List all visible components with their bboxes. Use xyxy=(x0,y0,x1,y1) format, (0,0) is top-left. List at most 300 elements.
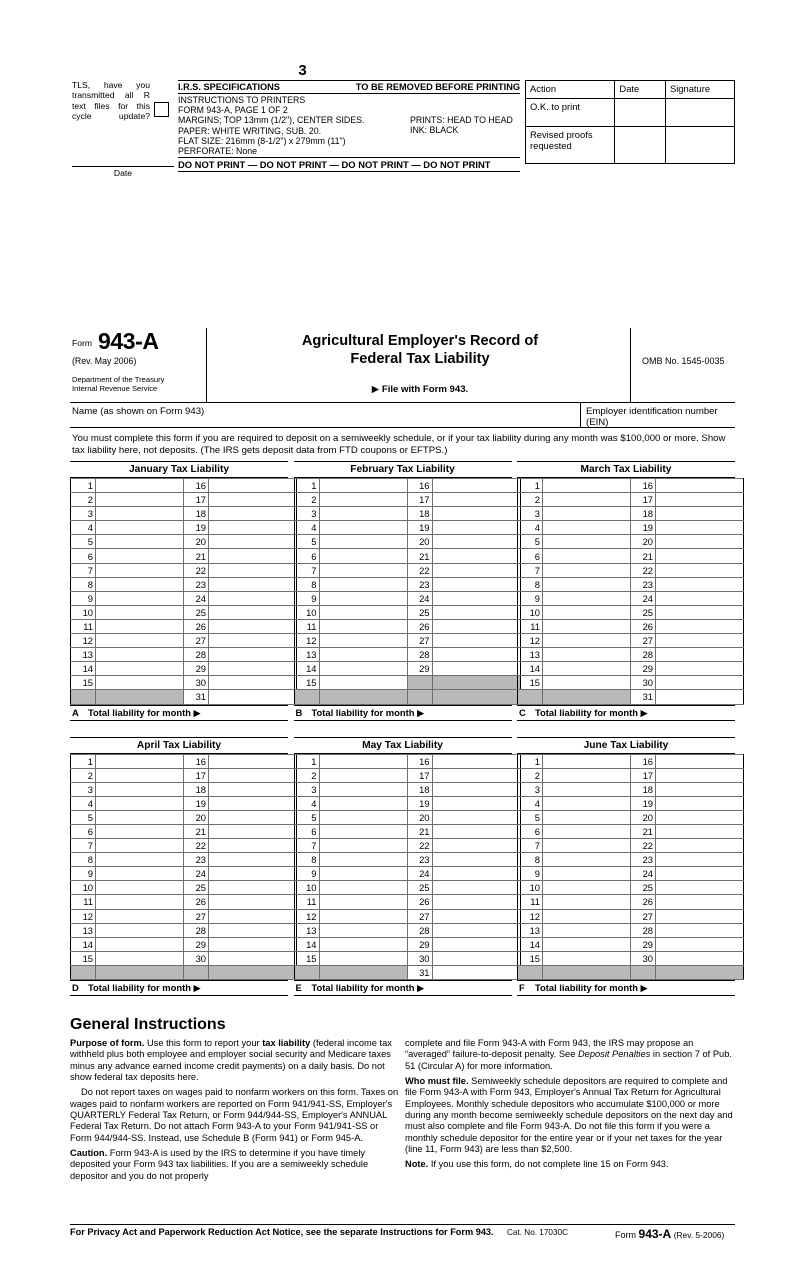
liability-input-cell[interactable] xyxy=(319,839,407,853)
liability-input-cell[interactable] xyxy=(543,535,631,549)
day-number: 12 xyxy=(71,909,96,923)
liability-input-cell[interactable] xyxy=(319,796,407,810)
liability-input-cell[interactable] xyxy=(319,577,407,591)
table-row xyxy=(294,605,520,619)
day-number: 11 xyxy=(294,895,319,909)
liability-input-cell[interactable] xyxy=(432,965,520,979)
day-number: 30 xyxy=(631,951,656,965)
liability-input-cell[interactable] xyxy=(432,768,520,782)
liability-input-cell[interactable] xyxy=(656,648,744,662)
liability-input-cell[interactable] xyxy=(319,881,407,895)
liability-input-cell[interactable] xyxy=(432,591,520,605)
day-number: 11 xyxy=(294,619,319,633)
spec-line: MARGINS; TOP 13mm (1/2"), CENTER SIDES. xyxy=(178,115,365,126)
liability-input-cell[interactable] xyxy=(543,521,631,535)
liability-input-cell[interactable] xyxy=(96,796,184,810)
liability-input-cell[interactable] xyxy=(96,535,184,549)
liability-input-cell[interactable] xyxy=(209,810,297,824)
liability-input-cell[interactable] xyxy=(543,937,631,951)
total-liability-row[interactable] xyxy=(294,705,512,721)
liability-input-cell[interactable] xyxy=(656,951,744,965)
liability-input-cell[interactable] xyxy=(96,853,184,867)
liability-input-cell[interactable] xyxy=(432,577,520,591)
title-line-2: Federal Tax Liability xyxy=(350,351,490,367)
liability-input-cell[interactable] xyxy=(96,881,184,895)
table-row xyxy=(518,810,744,824)
table-row xyxy=(518,796,744,810)
liability-input-cell[interactable] xyxy=(543,824,631,838)
liability-input-cell[interactable] xyxy=(432,754,520,768)
liability-input-cell[interactable] xyxy=(96,951,184,965)
liability-input-cell[interactable] xyxy=(209,493,297,507)
liability-input-cell[interactable] xyxy=(209,605,297,619)
liability-input-cell[interactable] xyxy=(209,881,297,895)
day-number: 19 xyxy=(407,521,432,535)
liability-input-cell[interactable] xyxy=(543,923,631,937)
date-cell[interactable] xyxy=(615,99,666,127)
table-row xyxy=(71,839,297,853)
liability-input-cell[interactable] xyxy=(319,867,407,881)
liability-input-cell[interactable] xyxy=(209,853,297,867)
liability-input-cell[interactable] xyxy=(432,796,520,810)
day-number: 23 xyxy=(184,577,209,591)
day-number: 19 xyxy=(184,521,209,535)
liability-input-cell[interactable] xyxy=(656,619,744,633)
day-number: 29 xyxy=(407,937,432,951)
liability-input-cell[interactable] xyxy=(543,853,631,867)
liability-input-cell[interactable] xyxy=(432,895,520,909)
file-with-text: File with Form 943. xyxy=(381,384,469,395)
liability-input-cell[interactable] xyxy=(656,535,744,549)
liability-input-cell[interactable] xyxy=(432,493,520,507)
liability-input-cell[interactable] xyxy=(209,535,297,549)
liability-input-cell[interactable] xyxy=(656,690,744,704)
liability-input-cell[interactable] xyxy=(319,535,407,549)
table-row xyxy=(294,549,520,563)
liability-input-cell[interactable] xyxy=(319,591,407,605)
table-row xyxy=(518,895,744,909)
liability-input-cell[interactable] xyxy=(543,507,631,521)
liability-input-cell[interactable] xyxy=(543,605,631,619)
liability-input-cell[interactable] xyxy=(209,591,297,605)
liability-input-cell[interactable] xyxy=(543,754,631,768)
liability-input-cell[interactable] xyxy=(656,521,744,535)
day-number: 16 xyxy=(407,479,432,493)
nonfarm-text: Do not report taxes on wages paid to nonfarm workers on this form. Taxes on wages paid to nonfarm workers are reported on Form 941/941-SS, Employer's QUARTERLY Federal Tax Return, or Form 944/944-SS, Employer's ANNUAL Federal Tax Return. Do not attach Form 943-A to your Form 941/941-SS or Form 944/944-SS. Instead, use Schedule B (Form 941) or Form 945-A. xyxy=(70,1087,399,1143)
action-approval-table xyxy=(525,80,735,164)
liability-input-cell[interactable] xyxy=(432,810,520,824)
month-liability-table xyxy=(517,754,744,981)
liability-cell-disabled xyxy=(432,676,520,690)
day-number: 18 xyxy=(631,782,656,796)
liability-input-cell[interactable] xyxy=(543,796,631,810)
liability-input-cell[interactable] xyxy=(432,634,520,648)
caution-lead: Caution. xyxy=(70,1148,108,1159)
month-block-f xyxy=(517,737,735,997)
liability-input-cell[interactable] xyxy=(319,782,407,796)
liability-input-cell[interactable] xyxy=(319,824,407,838)
liability-input-cell[interactable] xyxy=(96,923,184,937)
liability-input-cell[interactable] xyxy=(209,824,297,838)
liability-input-cell[interactable] xyxy=(319,619,407,633)
liability-input-cell[interactable] xyxy=(543,951,631,965)
day-number: 30 xyxy=(407,951,432,965)
day-number: 14 xyxy=(518,937,543,951)
form-title-block xyxy=(210,328,630,395)
liability-input-cell[interactable] xyxy=(656,577,744,591)
liability-input-cell[interactable] xyxy=(656,937,744,951)
liability-input-cell[interactable] xyxy=(96,648,184,662)
total-liability-row[interactable] xyxy=(517,980,735,996)
liability-input-cell[interactable] xyxy=(543,768,631,782)
total-liability-row[interactable] xyxy=(70,705,288,721)
liability-input-cell[interactable] xyxy=(209,951,297,965)
liability-input-cell[interactable] xyxy=(96,605,184,619)
date-cell[interactable] xyxy=(615,127,666,164)
liability-input-cell[interactable] xyxy=(209,895,297,909)
day-number: 8 xyxy=(294,577,319,591)
liability-input-cell[interactable] xyxy=(96,824,184,838)
day-number: 12 xyxy=(518,909,543,923)
liability-input-cell[interactable] xyxy=(319,549,407,563)
table-row xyxy=(518,676,744,690)
instructions-left-column xyxy=(70,1016,400,1186)
liability-input-cell[interactable] xyxy=(656,507,744,521)
liability-input-cell[interactable] xyxy=(432,867,520,881)
liability-input-cell[interactable] xyxy=(656,867,744,881)
day-number: 5 xyxy=(518,810,543,824)
table-row xyxy=(518,479,744,493)
liability-input-cell[interactable] xyxy=(432,881,520,895)
day-number: 15 xyxy=(518,951,543,965)
tls-question-text: TLS, have you transmitted all R text files for this cycle update? xyxy=(72,80,150,122)
liability-input-cell[interactable] xyxy=(319,676,407,690)
spec-line: PERFORATE: None xyxy=(178,146,258,157)
liability-input-cell[interactable] xyxy=(209,634,297,648)
liability-input-cell[interactable] xyxy=(543,591,631,605)
liability-input-cell[interactable] xyxy=(319,937,407,951)
liability-input-cell[interactable] xyxy=(432,549,520,563)
tls-date-label: Date xyxy=(113,168,133,178)
table-row xyxy=(294,895,520,909)
liability-input-cell[interactable] xyxy=(96,810,184,824)
liability-input-cell[interactable] xyxy=(656,839,744,853)
liability-input-cell[interactable] xyxy=(96,937,184,951)
total-liability-row[interactable] xyxy=(517,705,735,721)
liability-input-cell[interactable] xyxy=(209,577,297,591)
signature-cell[interactable] xyxy=(665,99,734,127)
signature-cell[interactable] xyxy=(665,127,734,164)
liability-input-cell[interactable] xyxy=(543,563,631,577)
liability-input-cell[interactable] xyxy=(96,493,184,507)
day-number: 5 xyxy=(518,535,543,549)
liability-input-cell[interactable] xyxy=(656,605,744,619)
liability-input-cell[interactable] xyxy=(319,479,407,493)
day-number: 8 xyxy=(518,853,543,867)
day-number: 1 xyxy=(294,754,319,768)
table-row xyxy=(294,690,520,704)
total-liability-row[interactable] xyxy=(294,980,512,996)
day-number: 2 xyxy=(71,768,96,782)
liability-input-cell[interactable] xyxy=(656,895,744,909)
liability-input-cell[interactable] xyxy=(319,493,407,507)
day-number: 26 xyxy=(184,895,209,909)
liability-input-cell[interactable] xyxy=(656,909,744,923)
day-number: 16 xyxy=(631,479,656,493)
spec-line: INSTRUCTIONS TO PRINTERS xyxy=(178,95,306,105)
eligibility-notice: You must complete this form if you are required to deposit on a semiweekly schedule, or if your tax liability during any month was $100,000 or more. Show tax liability here, not deposits. (The IRS gets deposit data from FTD coupons or EFTPS.) xyxy=(72,433,726,456)
liability-input-cell[interactable] xyxy=(656,782,744,796)
day-number: 6 xyxy=(518,824,543,838)
table-row xyxy=(71,867,297,881)
day-number: 2 xyxy=(294,768,319,782)
table-row xyxy=(294,965,520,979)
table-row xyxy=(294,676,520,690)
day-number: 21 xyxy=(631,549,656,563)
liability-input-cell[interactable] xyxy=(432,648,520,662)
tls-checkbox[interactable] xyxy=(154,102,169,117)
liability-input-cell[interactable] xyxy=(96,867,184,881)
day-number: 28 xyxy=(184,648,209,662)
liability-input-cell[interactable] xyxy=(319,563,407,577)
table-row xyxy=(526,99,735,127)
day-number: 3 xyxy=(71,782,96,796)
table-row xyxy=(518,965,744,979)
table-row xyxy=(294,796,520,810)
spec-line-ink: INK: BLACK xyxy=(410,125,459,136)
day-number: 28 xyxy=(184,923,209,937)
liability-input-cell[interactable] xyxy=(209,549,297,563)
day-number: 21 xyxy=(184,824,209,838)
liability-input-cell[interactable] xyxy=(543,895,631,909)
liability-input-cell[interactable] xyxy=(319,507,407,521)
liability-input-cell[interactable] xyxy=(319,521,407,535)
liability-input-cell[interactable] xyxy=(432,824,520,838)
liability-input-cell[interactable] xyxy=(209,796,297,810)
liability-input-cell[interactable] xyxy=(96,782,184,796)
liability-input-cell[interactable] xyxy=(209,839,297,853)
liability-input-cell[interactable] xyxy=(209,676,297,690)
liability-input-cell[interactable] xyxy=(656,634,744,648)
liability-input-cell[interactable] xyxy=(432,619,520,633)
day-number: 19 xyxy=(184,796,209,810)
liability-input-cell[interactable] xyxy=(209,923,297,937)
liability-input-cell[interactable] xyxy=(319,853,407,867)
liability-input-cell[interactable] xyxy=(432,853,520,867)
liability-input-cell[interactable] xyxy=(209,662,297,676)
liability-input-cell[interactable] xyxy=(319,634,407,648)
liability-input-cell[interactable] xyxy=(432,521,520,535)
liability-input-cell[interactable] xyxy=(543,810,631,824)
day-number: 5 xyxy=(294,810,319,824)
liability-input-cell[interactable] xyxy=(96,521,184,535)
table-row xyxy=(71,563,297,577)
liability-input-cell[interactable] xyxy=(209,521,297,535)
total-row-label: Total liability for month ▶ xyxy=(311,706,425,718)
footer-revision: (Rev. 5-2006) xyxy=(673,1230,725,1240)
total-liability-row[interactable] xyxy=(70,980,288,996)
liability-input-cell[interactable] xyxy=(96,549,184,563)
form-body xyxy=(70,328,735,996)
liability-input-cell[interactable] xyxy=(319,951,407,965)
liability-input-cell[interactable] xyxy=(96,634,184,648)
liability-input-cell[interactable] xyxy=(209,768,297,782)
day-number: 29 xyxy=(184,937,209,951)
day-number: 13 xyxy=(294,648,319,662)
table-row xyxy=(518,923,744,937)
day-number: 20 xyxy=(631,535,656,549)
liability-input-cell[interactable] xyxy=(656,881,744,895)
day-number: 12 xyxy=(518,634,543,648)
liability-input-cell[interactable] xyxy=(543,648,631,662)
day-number: 25 xyxy=(631,881,656,895)
liability-input-cell[interactable] xyxy=(543,493,631,507)
liability-input-cell[interactable] xyxy=(543,634,631,648)
liability-input-cell[interactable] xyxy=(656,591,744,605)
liability-input-cell[interactable] xyxy=(432,479,520,493)
liability-input-cell[interactable] xyxy=(432,909,520,923)
liability-input-cell[interactable] xyxy=(319,895,407,909)
liability-input-cell[interactable] xyxy=(656,796,744,810)
section-heading: General Instructions xyxy=(70,1016,226,1033)
liability-input-cell[interactable] xyxy=(656,810,744,824)
liability-input-cell[interactable] xyxy=(96,479,184,493)
footer-form-word: Form xyxy=(615,1230,636,1240)
liability-input-cell[interactable] xyxy=(432,923,520,937)
liability-input-cell[interactable] xyxy=(656,493,744,507)
liability-input-cell[interactable] xyxy=(656,754,744,768)
liability-input-cell[interactable] xyxy=(656,676,744,690)
liability-input-cell[interactable] xyxy=(543,839,631,853)
purpose-of-form-lead: Purpose of form. xyxy=(70,1038,145,1048)
liability-input-cell[interactable] xyxy=(543,676,631,690)
liability-input-cell[interactable] xyxy=(656,853,744,867)
day-number-blank xyxy=(184,965,209,979)
liability-input-cell[interactable] xyxy=(656,662,744,676)
liability-input-cell[interactable] xyxy=(96,839,184,853)
spec-line: FORM 943-A, PAGE 1 OF 2 xyxy=(178,105,288,116)
department-line-1: Department of the Treasury xyxy=(72,375,165,384)
day-number: 6 xyxy=(71,549,96,563)
footer-inner xyxy=(70,1227,735,1241)
total-row-label: Total liability for month ▶ xyxy=(88,706,201,718)
liability-input-cell[interactable] xyxy=(432,662,520,676)
liability-input-cell[interactable] xyxy=(209,782,297,796)
liability-input-cell[interactable] xyxy=(96,895,184,909)
liability-input-cell[interactable] xyxy=(543,479,631,493)
liability-input-cell[interactable] xyxy=(319,768,407,782)
liability-input-cell[interactable] xyxy=(319,605,407,619)
liability-cell-disabled xyxy=(319,965,407,979)
liability-input-cell[interactable] xyxy=(319,754,407,768)
liability-input-cell[interactable] xyxy=(209,507,297,521)
liability-input-cell[interactable] xyxy=(543,549,631,563)
day-number: 20 xyxy=(407,810,432,824)
liability-input-cell[interactable] xyxy=(432,605,520,619)
table-row xyxy=(71,549,297,563)
liability-input-cell[interactable] xyxy=(543,782,631,796)
liability-input-cell[interactable] xyxy=(96,591,184,605)
liability-input-cell[interactable] xyxy=(543,662,631,676)
total-row-letter: E xyxy=(295,982,302,993)
liability-input-cell[interactable] xyxy=(209,867,297,881)
liability-input-cell[interactable] xyxy=(209,648,297,662)
deposit-penalties-italic: Deposit Penalties xyxy=(577,1049,651,1060)
liability-input-cell[interactable] xyxy=(543,577,631,591)
liability-input-cell[interactable] xyxy=(656,824,744,838)
month-grids xyxy=(70,461,735,996)
liability-input-cell[interactable] xyxy=(432,535,520,549)
day-number: 16 xyxy=(184,479,209,493)
liability-input-cell[interactable] xyxy=(319,648,407,662)
day-number: 25 xyxy=(184,605,209,619)
liability-input-cell[interactable] xyxy=(209,690,297,704)
liability-input-cell[interactable] xyxy=(96,563,184,577)
liability-input-cell[interactable] xyxy=(432,839,520,853)
liability-input-cell[interactable] xyxy=(656,923,744,937)
liability-input-cell[interactable] xyxy=(656,768,744,782)
liability-input-cell[interactable] xyxy=(319,810,407,824)
liability-input-cell[interactable] xyxy=(209,619,297,633)
day-number: 9 xyxy=(294,591,319,605)
liability-input-cell[interactable] xyxy=(96,507,184,521)
day-number: 20 xyxy=(631,810,656,824)
day-number: 17 xyxy=(407,493,432,507)
liability-input-cell[interactable] xyxy=(209,937,297,951)
liability-input-cell[interactable] xyxy=(656,479,744,493)
liability-input-cell[interactable] xyxy=(543,867,631,881)
spec-line-prints: PRINTS: HEAD TO HEAD xyxy=(410,115,513,125)
liability-input-cell[interactable] xyxy=(96,754,184,768)
liability-input-cell[interactable] xyxy=(319,923,407,937)
liability-input-cell[interactable] xyxy=(543,909,631,923)
liability-input-cell[interactable] xyxy=(96,619,184,633)
liability-cell-disabled xyxy=(543,690,631,704)
liability-input-cell[interactable] xyxy=(209,754,297,768)
day-number: 3 xyxy=(71,507,96,521)
day-number: 15 xyxy=(294,676,319,690)
day-number: 17 xyxy=(631,493,656,507)
liability-input-cell[interactable] xyxy=(432,951,520,965)
liability-input-cell[interactable] xyxy=(432,507,520,521)
liability-input-cell[interactable] xyxy=(656,549,744,563)
day-number: 19 xyxy=(407,796,432,810)
liability-input-cell[interactable] xyxy=(209,563,297,577)
table-row xyxy=(294,479,520,493)
month-block-d xyxy=(70,737,288,997)
liability-input-cell[interactable] xyxy=(656,563,744,577)
liability-input-cell[interactable] xyxy=(432,563,520,577)
liability-input-cell[interactable] xyxy=(319,909,407,923)
liability-input-cell[interactable] xyxy=(209,909,297,923)
liability-cell-disabled xyxy=(656,965,744,979)
day-number: 23 xyxy=(631,853,656,867)
liability-input-cell[interactable] xyxy=(432,937,520,951)
liability-input-cell[interactable] xyxy=(543,881,631,895)
liability-input-cell[interactable] xyxy=(209,479,297,493)
liability-input-cell[interactable] xyxy=(96,676,184,690)
form-identity-block xyxy=(70,328,206,402)
table-row xyxy=(518,605,744,619)
liability-input-cell[interactable] xyxy=(543,619,631,633)
liability-input-cell[interactable] xyxy=(432,782,520,796)
liability-input-cell[interactable] xyxy=(96,909,184,923)
liability-input-cell[interactable] xyxy=(319,662,407,676)
liability-input-cell[interactable] xyxy=(96,662,184,676)
liability-input-cell[interactable] xyxy=(96,768,184,782)
liability-input-cell[interactable] xyxy=(96,577,184,591)
month-title: February Tax Liability xyxy=(294,461,512,478)
